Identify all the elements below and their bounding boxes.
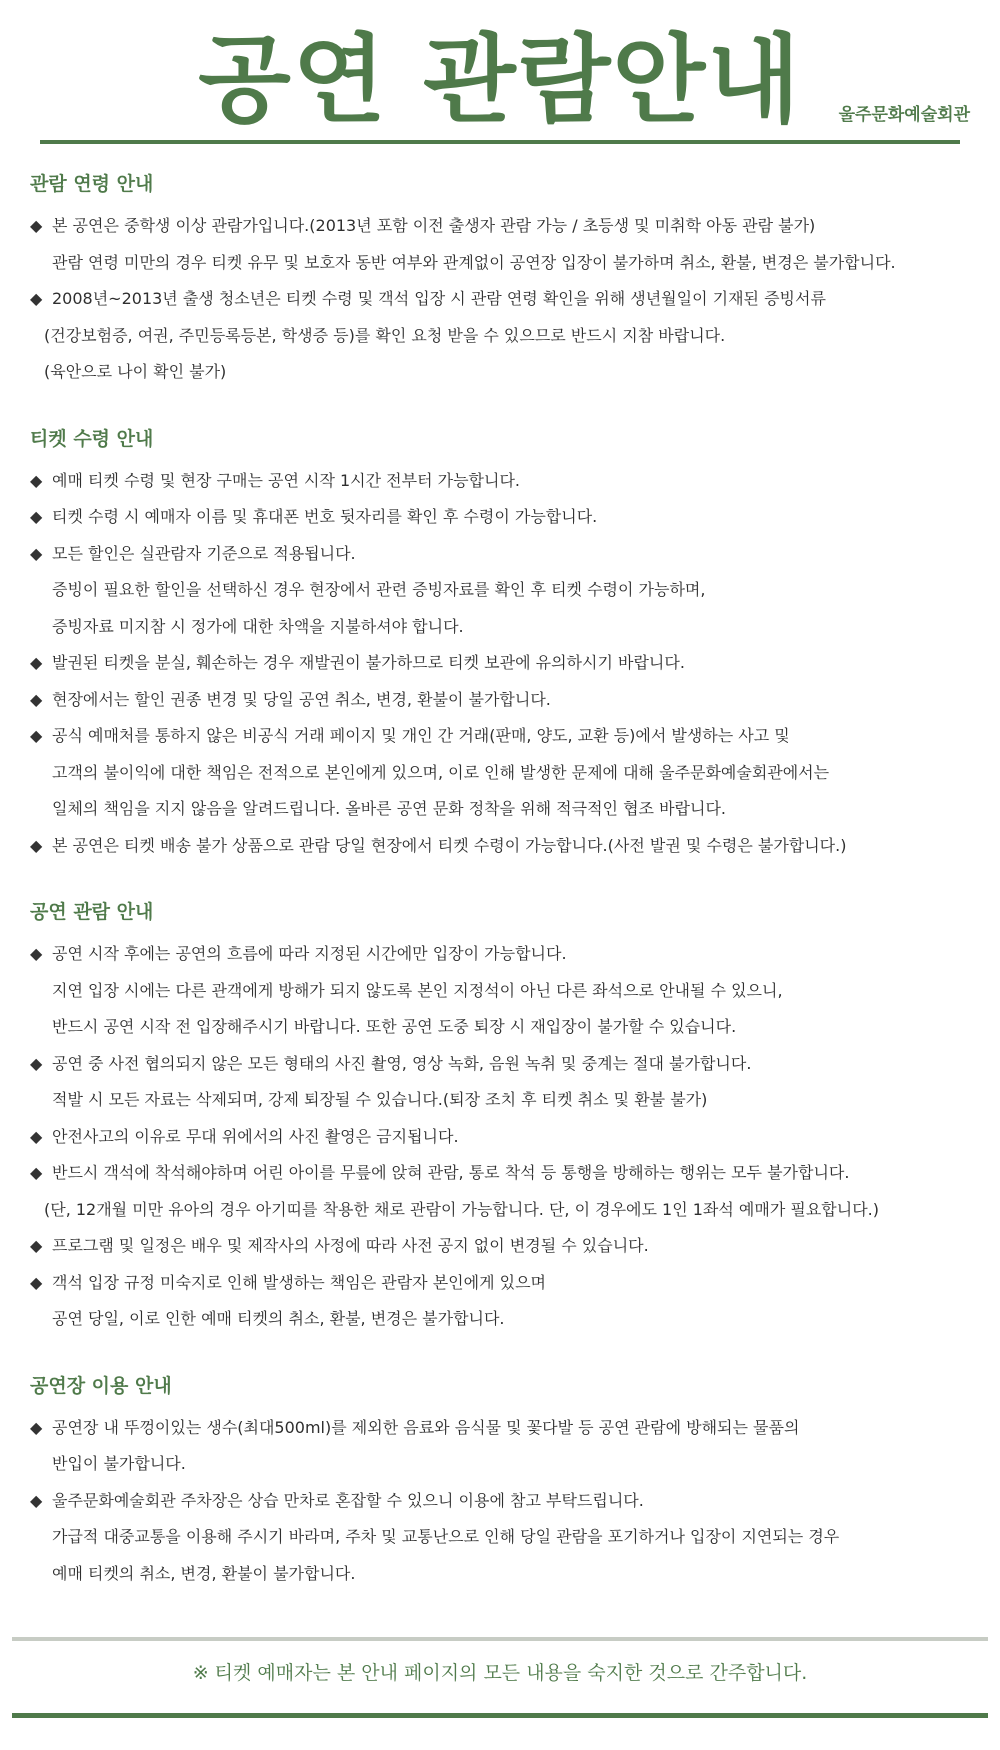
diamond-bullet-icon: ◆ (30, 1053, 43, 1073)
section (30, 170, 980, 391)
diamond-bullet-icon: ◆ (30, 1490, 43, 1510)
item-text: (단, 12개월 미만 유아의 경우 아기띠를 착용한 채로 관람이 가능합니다. 단, 이 경우에도 1인 1좌석 예매가 필요합니다.) (44, 1199, 879, 1219)
item-text: 공식 예매처를 통하지 않은 비공식 거래 페이지 및 개인 간 거래(판매, 양도, 교환 등)에서 발생하는 사고 및 (52, 726, 790, 745)
item-text: 예매 티켓의 취소, 변경, 환불이 불가합니다. (52, 1563, 356, 1583)
item-text: 안전사고의 이유로 무대 위에서의 사진 촬영은 금지됩니다. (52, 1126, 459, 1146)
bullet-item (30, 1046, 980, 1083)
diamond-bullet-icon: ◆ (30, 1272, 43, 1292)
item-text: (건강보험증, 여권, 주민등록등본, 학생증 등)를 확인 요청 받을 수 있으므로 반드시 지참 바랍니다. (44, 325, 726, 345)
diamond-bullet-icon: ◆ (30, 835, 43, 855)
item-text: 가급적 대중교통을 이용해 주시기 바라며, 주차 및 교통난으로 인해 당일 관람을 포기하거나 입장이 지연되는 경우 (52, 1527, 840, 1546)
bullet-continuation (30, 1082, 980, 1119)
item-text: 공연 당일, 이로 인한 예매 티켓의 취소, 환불, 변경은 불가합니다. (52, 1309, 505, 1328)
item-text: 공연 중 사전 협의되지 않은 모든 형태의 사진 촬영, 영상 녹화, 음원 녹취 및 중계는 절대 불가합니다. (52, 1053, 752, 1073)
venue-name: 울주문화예술회관 (838, 105, 970, 125)
item-text: 예매 티켓 수령 및 현장 구매는 공연 시작 1시간 전부터 가능합니다. (52, 470, 520, 490)
bullet-continuation (30, 245, 980, 282)
item-text: 2008년~2013년 출생 청소년은 티켓 수령 및 객석 입장 시 관람 연령 확인을 위해 생년월일이 기재된 증빙서류 (52, 289, 826, 308)
bullet-item (30, 1265, 980, 1302)
item-text: 발권된 티켓을 분실, 훼손하는 경우 재발권이 불가하므로 티켓 보관에 유의하시기 바랍니다. (52, 653, 685, 672)
bullet-continuation (30, 791, 980, 828)
bullet-continuation (30, 973, 980, 1010)
diamond-bullet-icon: ◆ (30, 944, 43, 963)
bullet-continuation (30, 572, 980, 609)
bullet-item (30, 682, 980, 719)
diamond-bullet-icon: ◆ (30, 543, 43, 563)
notice-content (30, 170, 980, 1626)
bullet-item (30, 828, 980, 865)
item-text: 관람 연령 미만의 경우 티켓 유무 및 보호자 동반 여부와 관계없이 공연장 입장이 불가하며 취소, 환불, 변경은 불가합니다. (52, 252, 896, 272)
bullet-item (30, 536, 980, 573)
bullet-continuation (30, 1556, 980, 1593)
diamond-bullet-icon: ◆ (30, 1417, 43, 1437)
bullet-continuation (30, 354, 980, 391)
diamond-bullet-icon: ◆ (30, 689, 43, 709)
page-title: 공연 관람안내 (198, 23, 802, 136)
item-text: 증빙자료 미지참 시 정가에 대한 차액을 지불하셔야 합니다. (52, 616, 464, 636)
bullet-continuation (30, 755, 980, 792)
bullet-item (30, 718, 980, 755)
footer-notice: ※ 티켓 예매자는 본 안내 페이지의 모든 내용을 숙지한 것으로 간주합니다. (192, 1662, 808, 1684)
section (30, 425, 980, 865)
diamond-bullet-icon: ◆ (30, 1126, 43, 1146)
diamond-bullet-icon: ◆ (30, 289, 43, 308)
bullet-continuation (30, 318, 980, 355)
item-text: 반입이 불가합니다. (52, 1454, 186, 1473)
bullet-continuation (30, 1301, 980, 1338)
item-text: 프로그램 및 일정은 배우 및 제작사의 사정에 따라 사전 공지 없이 변경될 수 있습니다. (52, 1236, 649, 1255)
item-text: 본 공연은 티켓 배송 불가 상품으로 관람 당일 현장에서 티켓 수령이 가능합니다.(사전 발권 및 수령은 불가합니다.) (52, 835, 847, 855)
item-text: 티켓 수령 시 예매자 이름 및 휴대폰 번호 뒷자리를 확인 후 수령이 가능합니다. (52, 507, 598, 526)
bullet-item (30, 645, 980, 682)
item-text: (육안으로 나이 확인 불가) (44, 362, 227, 381)
bullet-item (30, 1483, 980, 1520)
bullet-item (30, 499, 980, 536)
bullet-item (30, 1155, 980, 1192)
section-heading: 공연장 이용 안내 (30, 1374, 172, 1397)
item-text: 반드시 객석에 착석해야하며 어린 아이를 무릎에 앉혀 관람, 통로 착석 등 통행을 방해하는 행위는 모두 불가합니다. (52, 1163, 850, 1182)
bullet-item (30, 1410, 980, 1447)
section-heading: 공연 관람 안내 (30, 901, 154, 923)
item-text: 본 공연은 중학생 이상 관람가입니다.(2013년 포함 이전 출생자 관람 가능 / 초등생 및 미취학 아동 관람 불가) (52, 216, 816, 235)
footer-divider-bottom (12, 1713, 988, 1718)
item-text: 공연장 내 뚜껑이있는 생수(최대500ml)를 제외한 음료와 음식물 및 꽃다발 등 공연 관람에 방해되는 물품의 (52, 1417, 800, 1437)
bullet-continuation (30, 1519, 980, 1556)
item-text: 객석 입장 규정 미숙지로 인해 발생하는 책임은 관람자 본인에게 있으며 (52, 1272, 546, 1292)
diamond-bullet-icon: ◆ (30, 1236, 43, 1255)
diamond-bullet-icon: ◆ (30, 507, 43, 526)
bullet-item (30, 936, 980, 973)
bullet-continuation (30, 1192, 980, 1229)
bullet-continuation (30, 1009, 980, 1046)
section-heading: 관람 연령 안내 (30, 173, 154, 195)
footer-divider-top (12, 1637, 988, 1641)
item-text: 고객의 불이익에 대한 책임은 전적으로 본인에게 있으며, 이로 인해 발생한 문제에 대해 울주문화예술회관에서는 (52, 762, 830, 782)
item-text: 증빙이 필요한 할인을 선택하신 경우 현장에서 관련 증빙자료를 확인 후 티켓 수령이 가능하며, (52, 580, 706, 599)
section (30, 898, 980, 1338)
bullet-item (30, 1228, 980, 1265)
bullet-continuation (30, 609, 980, 646)
bullet-continuation (30, 1446, 980, 1483)
diamond-bullet-icon: ◆ (30, 726, 43, 745)
item-text: 모든 할인은 실관람자 기준으로 적용됩니다. (52, 543, 356, 563)
item-text: 적발 시 모든 자료는 삭제되며, 강제 퇴장될 수 있습니다.(퇴장 조치 후 티켓 취소 및 환불 불가) (52, 1090, 708, 1109)
title-divider (40, 140, 960, 144)
section-heading: 티켓 수령 안내 (30, 427, 154, 450)
item-text: 일체의 책임을 지지 않음을 알려드립니다. 올바른 공연 문화 정착을 위해 적극적인 협조 바랍니다. (52, 799, 726, 818)
item-text: 공연 시작 후에는 공연의 흐름에 따라 지정된 시간에만 입장이 가능합니다. (52, 944, 567, 963)
bullet-item (30, 208, 980, 245)
item-text: 현장에서는 할인 권종 변경 및 당일 공연 취소, 변경, 환불이 불가합니다. (52, 689, 551, 709)
item-text: 울주문화예술회관 주차장은 상습 만차로 혼잡할 수 있으니 이용에 참고 부탁드립니다. (52, 1490, 644, 1510)
item-text: 반드시 공연 시작 전 입장해주시기 바랍니다. 또한 공연 도중 퇴장 시 재입장이 불가할 수 있습니다. (52, 1017, 737, 1036)
bullet-item (30, 1119, 980, 1156)
diamond-bullet-icon: ◆ (30, 1163, 43, 1182)
bullet-item (30, 281, 980, 318)
diamond-bullet-icon: ◆ (30, 653, 43, 672)
item-text: 지연 입장 시에는 다른 관객에게 방해가 되지 않도록 본인 지정석이 아닌 다른 좌석으로 안내될 수 있으니, (52, 980, 783, 1000)
diamond-bullet-icon: ◆ (30, 470, 43, 490)
diamond-bullet-icon: ◆ (30, 216, 43, 235)
section (30, 1372, 980, 1593)
bullet-item (30, 463, 980, 500)
